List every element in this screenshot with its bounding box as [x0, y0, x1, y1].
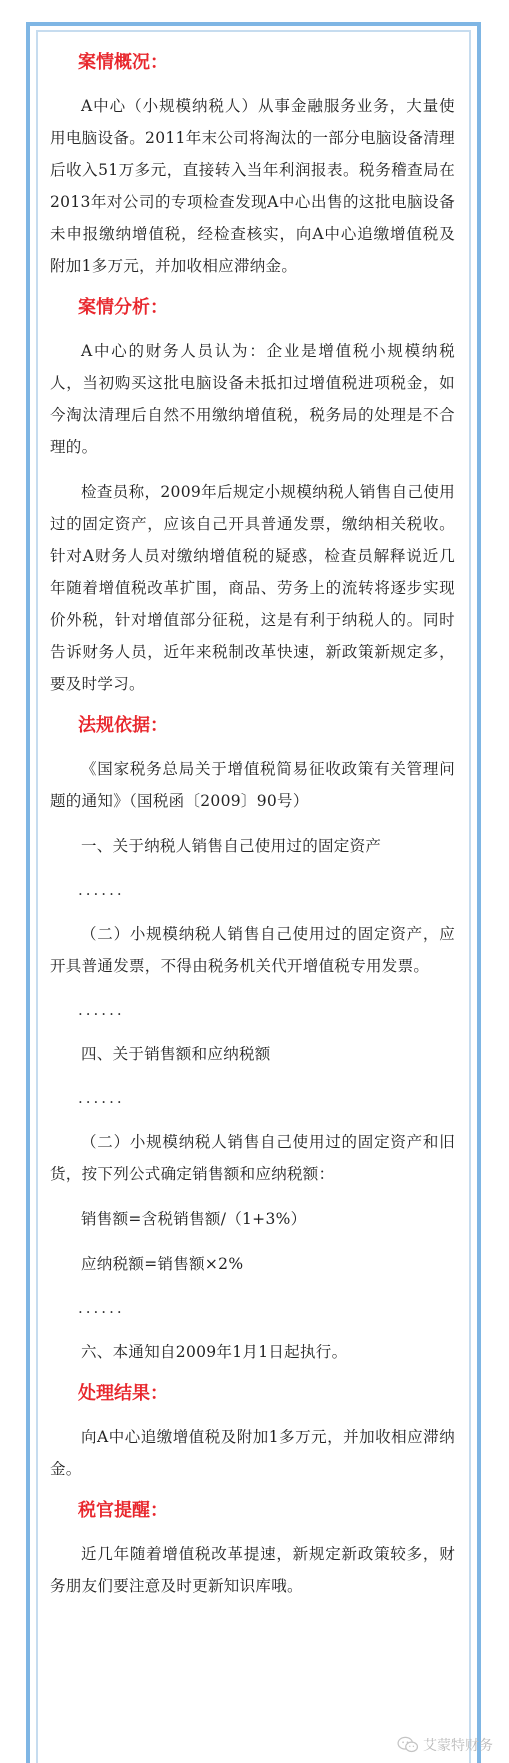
paragraph: （二）小规模纳税人销售自己使用过的固定资产和旧货，按下列公式确定销售额和应纳税额： [50, 1133, 455, 1183]
ellipsis-line: ...... [78, 1001, 125, 1019]
ellipsis-line: ...... [78, 1299, 125, 1317]
paragraph: A中心的财务人员认为：企业是增值税小规模纳税人，当初购买这批电脑设备未抵扣过增值税进项税金，如今淘汰清理后自然不用缴纳增值税，税务局的处理是不合理的。 [50, 342, 455, 456]
paragraph: 一、关于纳税人销售自己使用过的固定资产 [81, 837, 382, 855]
wechat-icon [397, 1736, 419, 1754]
paragraph: 检查员称，2009年后规定小规模纳税人销售自己使用过的固定资产，应该自己开具普通发票，缴纳相关税收。针对A财务人员对缴纳增值税的疑惑，检查员解释说近几年随着增值税改革扩围，商品、劳务上的流转将逐步实现价外税，针对增值部分征税，这是有利于纳税人的。同时告诉财务人员，近年来税制改革快速，新政策新规定多，要及时学习。 [50, 483, 455, 693]
section-heading: 税官提醒： [78, 1500, 168, 1521]
paragraph: 销售额=含税销售额/（1+3%） [81, 1210, 307, 1228]
watermark [397, 1735, 493, 1755]
section-heading: 法规依据： [78, 715, 168, 736]
paragraph: 近几年随着增值税改革提速，新规定新政策较多，财务朋友们要注意及时更新知识库哦。 [50, 1545, 455, 1595]
paragraph: 向A中心追缴增值税及附加1多万元，并加收相应滞纳金。 [50, 1428, 455, 1478]
paragraph: A中心（小规模纳税人）从事金融服务业务，大量使用电脑设备。2011年末公司将淘汰的一部分电脑设备清理后收入51万多元，直接转入当年利润报表。税务稽查局在2013年对公司的专项检查发现A中心出售的这批电脑设备未申报缴纳增值税，经检查核实，向A中心追缴增值税及附加1多万元，并加收相应滞纳金。 [50, 97, 455, 275]
paragraph: 《国家税务总局关于增值税简易征收政策有关管理问题的通知》（国税函〔2009〕90号） [50, 760, 455, 810]
section-heading: 处理结果： [78, 1383, 168, 1404]
ellipsis-line: ...... [78, 881, 125, 899]
section-heading: 案情概况： [78, 52, 168, 73]
ellipsis-line: ...... [78, 1089, 125, 1107]
paragraph: （二）小规模纳税人销售自己使用过的固定资产，应开具普通发票，不得由税务机关代开增值税专用发票。 [50, 925, 455, 975]
paragraph: 应纳税额=销售额×2% [81, 1255, 244, 1273]
paragraph: 六、本通知自2009年1月1日起执行。 [81, 1343, 348, 1361]
article-content [50, 38, 455, 1615]
watermark-text: 艾蒙特财务 [423, 1738, 493, 1754]
paragraph: 四、关于销售额和应纳税额 [81, 1045, 271, 1063]
section-heading: 案情分析： [78, 297, 168, 318]
